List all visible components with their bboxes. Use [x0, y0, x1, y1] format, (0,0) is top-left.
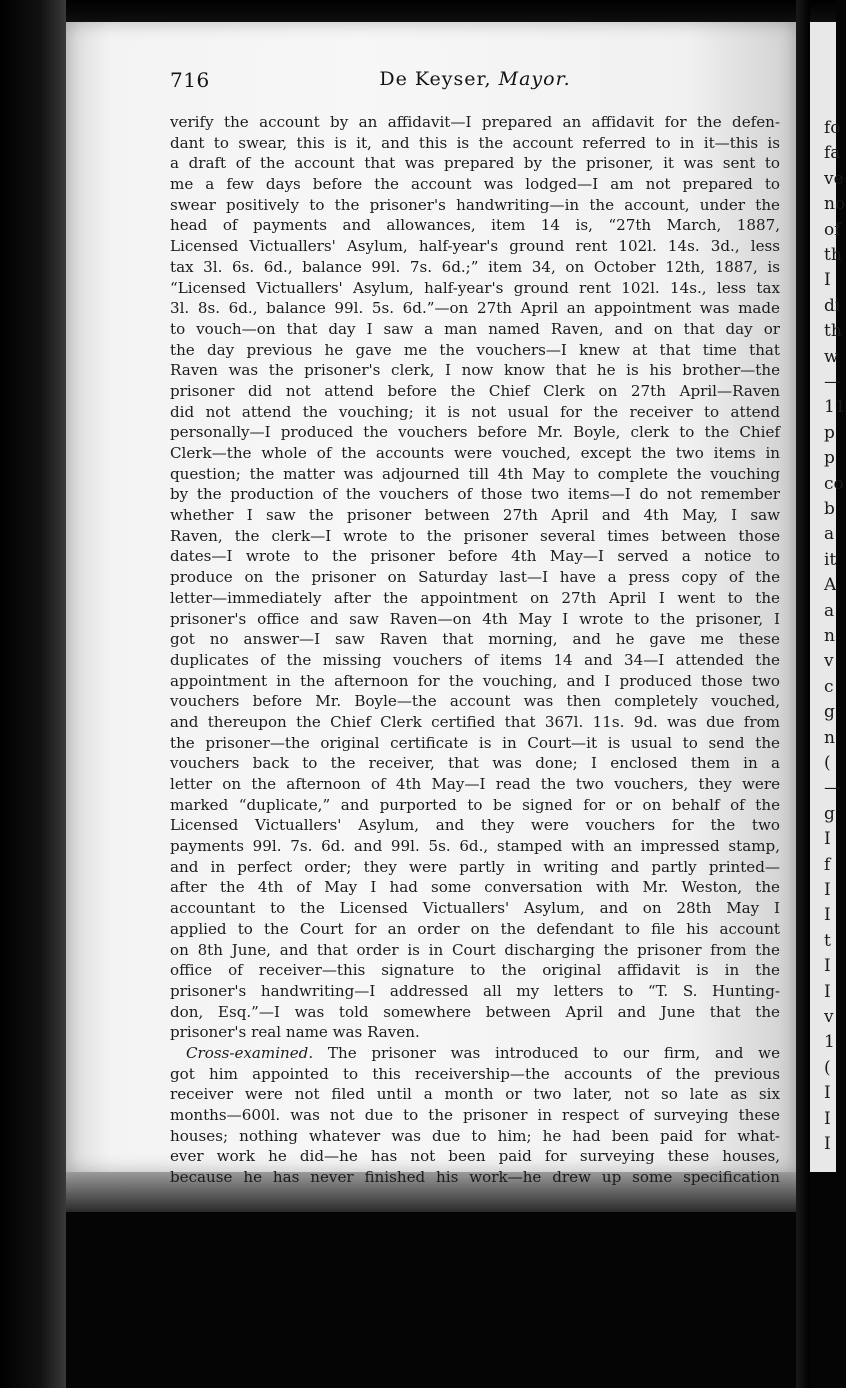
text-line: tax 3l. 6s. 6d., balance 99l. 7s. 6d.;” item 34, on October 12th, 1887, is	[170, 257, 780, 276]
text-line: and in perfect order; they were partly in writing and partly printed—	[170, 857, 780, 876]
adjacent-page-text-fragment: I	[824, 1134, 831, 1154]
adjacent-page-text-fragment: of	[824, 219, 841, 240]
text-line: appointment in the afternoon for the vouching, and I produced those two	[170, 671, 780, 690]
adjacent-page-text-fragment: v	[824, 1007, 834, 1027]
text-line: a draft of the account that was prepared by the prisoner, it was sent to	[170, 154, 780, 173]
adjacent-page-text-fragment: A	[824, 575, 837, 596]
adjacent-page-text-fragment: g	[824, 803, 835, 824]
adjacent-page-text-fragment: g	[824, 702, 835, 723]
text-line: prisoner's handwriting—I addressed all my letters to “T. S. Hunting-	[170, 981, 780, 1000]
adjacent-page-text-fragment: (	[824, 1057, 831, 1078]
text-line: swear positively to the prisoner's handwriting—in the account, under the	[170, 195, 780, 214]
text-line: on 8th June, and that order is in Court discharging the prisoner from the	[170, 940, 780, 959]
adjacent-page-text-fragment: ve	[824, 168, 844, 189]
adjacent-page-text-fragment: —	[824, 778, 841, 799]
text-line: months—600l. was not due to the prisoner in respect of surveying these	[170, 1106, 780, 1124]
text-line: payments 99l. 7s. 6d. and 99l. 5s. 6d., stamped with an impressed stamp,	[170, 837, 780, 856]
cross-examined-label: Cross-examined.	[186, 1043, 314, 1062]
adjacent-page-text-fragment: c	[824, 676, 834, 697]
adjacent-page-text-fragment: it	[824, 549, 837, 570]
book-gutter	[796, 0, 810, 1388]
text-line: Raven was the prisoner's clerk, I now know that he is his brother—the	[170, 361, 780, 380]
text-line: office of receiver—this signature to the original affidavit is in the	[170, 961, 780, 980]
adjacent-page-text-fragment: 1	[824, 1032, 835, 1053]
adjacent-page-text-fragment: (	[824, 753, 831, 773]
adjacent-page-text-fragment: I	[824, 981, 831, 1002]
text-line: 3l. 8s. 6d., balance 99l. 5s. 6d.”—on 27th April an appointment was made	[170, 299, 780, 318]
text-line: to vouch—on that day I saw a man named Raven, and on that day or	[170, 319, 780, 338]
text-line: Licensed Victuallers' Asylum, half-year's ground rent 102l. 14s. 3d., less	[170, 237, 780, 256]
adjacent-page-text-fragment: t	[824, 930, 831, 951]
text-line: marked “duplicate,” and purported to be signed for or on behalf of the	[170, 795, 780, 814]
text-line: and thereupon the Chief Clerk certified that 367l. 11s. 9d. was due from	[170, 712, 780, 731]
text-line: prisoner's real name was Raven.	[170, 1023, 420, 1042]
text-line: got him appointed to this receivership—the accounts of the previous	[170, 1064, 780, 1083]
adjacent-page-text-fragment: co	[824, 473, 844, 494]
cross-examined-text: The prisoner was introduced to our firm, and we	[313, 1043, 780, 1062]
text-line: letter on the afternoon of 4th May—I read the two vouchers, they were	[170, 775, 780, 793]
running-head-title: Mayor.	[498, 68, 571, 90]
adjacent-page-text-fragment: —	[824, 372, 841, 392]
adjacent-page-text-fragment: f	[824, 854, 831, 875]
adjacent-page-text-fragment: I	[824, 956, 831, 977]
text-line	[170, 1043, 780, 1064]
text-line: dant to swear, this is it, and this is the account referred to in it—this is	[170, 133, 780, 152]
adjacent-page-text-fragment: 11	[824, 397, 846, 418]
running-head-name: De Keyser,	[379, 68, 492, 90]
adjacent-page-text-fragment: I	[824, 1083, 831, 1104]
adjacent-page-text-fragment: di	[824, 295, 841, 316]
text-line: dates—I wrote to the prisoner before 4th May—I served a notice to	[170, 547, 780, 566]
text-line: me a few days before the account was lodged—I am not prepared to	[170, 175, 780, 194]
adjacent-page-text-fragment: p	[824, 422, 835, 443]
adjacent-page-text-fragment: I	[824, 880, 831, 900]
text-line: produce on the prisoner on Saturday last—I have a press copy of the	[170, 568, 780, 587]
adjacent-page-text-fragment: v	[824, 651, 834, 672]
text-line: prisoner's office and saw Raven—on 4th May I wrote to the prisoner, I	[170, 609, 780, 628]
adjacent-page-text-fragment: n	[824, 727, 835, 748]
adjacent-page-text-fragment: no	[824, 194, 846, 215]
text-line: don, Esq.”—I was told somewhere between April and June that the	[170, 1002, 780, 1021]
body-text	[170, 112, 780, 1188]
adjacent-page-text-fragment: I	[824, 270, 831, 291]
text-line: Raven, the clerk—I wrote to the prisoner several times between those	[170, 526, 780, 545]
adjacent-page-text-fragment: a	[824, 600, 835, 621]
text-line: because he has never finished his work—he drew up some specification	[170, 1168, 780, 1187]
text-line: got no answer—I saw Raven that morning, and he gave me these	[170, 630, 780, 649]
text-line: houses; nothing whatever was due to him; he had been paid for what-	[170, 1126, 780, 1145]
adjacent-page-text-fragment: I	[824, 1108, 831, 1129]
page-header	[170, 68, 780, 94]
text-line: verify the account by an affidavit—I prepared an affidavit for the defen-	[170, 113, 780, 131]
adjacent-page-text-fragment: w	[824, 346, 839, 367]
page-number: 716	[170, 68, 210, 92]
text-line: personally—I produced the vouchers before Mr. Boyle, clerk to the Chief	[170, 423, 780, 442]
adjacent-page-text-fragment: th	[824, 245, 842, 265]
text-line: Licensed Victuallers' Asylum, and they were vouchers for the two	[170, 816, 780, 835]
text-line: whether I saw the prisoner between 27th April and 4th May, I saw	[170, 506, 780, 525]
text-line: vouchers before Mr. Boyle—the account was then completely vouched,	[170, 692, 780, 711]
adjacent-page-text-fragment: fa	[824, 143, 841, 164]
adjacent-page-text-fragment: n	[824, 626, 835, 646]
adjacent-page-text-fragment: I	[824, 829, 831, 850]
text-line: question; the matter was adjourned till 4th May to complete the vouching	[170, 464, 780, 483]
text-line: the day previous he gave me the vouchers—I knew at that time that	[170, 340, 780, 359]
adjacent-page-fragment	[810, 22, 846, 1172]
text-line: head of payments and allowances, item 14 is, “27th March, 1887,	[170, 216, 780, 235]
text-line: “Licensed Victuallers' Asylum, half-year's ground rent 102l. 14s., less tax	[170, 278, 780, 297]
text-line: accountant to the Licensed Victuallers' Asylum, and on 28th May I	[170, 899, 780, 918]
text-line: did not attend the vouching; it is not usual for the receiver to attend	[170, 402, 780, 421]
text-line: Clerk—the whole of the accounts were vouched, except the two items in	[170, 444, 780, 462]
text-line: by the production of the vouchers of those two items—I do not remember	[170, 485, 780, 504]
adjacent-page-text-fragment: b	[824, 499, 835, 519]
adjacent-page-text-fragment: th	[824, 321, 842, 342]
text-line: prisoner did not attend before the Chief Clerk on 27th April—Raven	[170, 381, 780, 400]
text-line: ever work he did—he has not been paid for surveying these houses,	[170, 1147, 780, 1166]
adjacent-page-text-fragment: I	[824, 905, 831, 926]
text-line: letter—immediately after the appointment on 27th April I went to the	[170, 588, 780, 607]
text-line: receiver were not filed until a month or two later, not so late as six	[170, 1085, 780, 1104]
text-line: applied to the Court for an order on the defendant to file his account	[170, 919, 780, 938]
scan-left-border	[0, 0, 66, 1388]
adjacent-page-text-fragment: a	[824, 524, 835, 545]
adjacent-page-text-fragment: p	[824, 448, 835, 469]
text-line: the prisoner—the original certificate is in Court—it is usual to send the	[170, 733, 780, 752]
text-line: after the 4th of May I had some conversation with Mr. Weston, the	[170, 878, 780, 897]
adjacent-page-text-fragment: fo	[824, 118, 841, 138]
text-line: duplicates of the missing vouchers of items 14 and 34—I attended the	[170, 650, 780, 669]
text-line: vouchers back to the receiver, that was done; I enclosed them in a	[170, 754, 780, 773]
running-head	[170, 68, 780, 90]
